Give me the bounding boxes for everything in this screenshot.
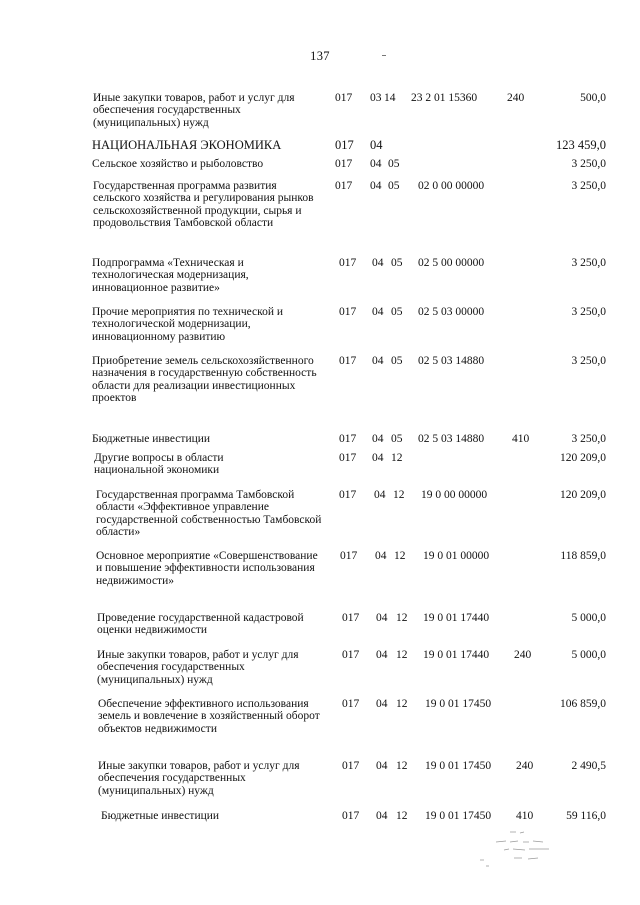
row-section-code: 04 <box>376 810 388 822</box>
row-subsection-code: 05 <box>391 355 403 367</box>
row-name: Подпрограмма «Техническая и технологическая модернизация, инновационное развитие» <box>92 257 249 294</box>
row-section-code: 03 <box>370 92 382 104</box>
row-amount: 3 250,0 <box>571 355 606 367</box>
row-grbs-code: 017 <box>335 180 353 192</box>
row-target-article-code: 02 5 00 00000 <box>418 257 485 269</box>
row-section-code: 04 <box>372 433 384 445</box>
row-grbs-code: 017 <box>342 612 360 624</box>
row-subsection-code: 12 <box>391 452 403 464</box>
row-target-article-code: 02 5 03 14880 <box>418 355 485 367</box>
row-section-code: 04 <box>376 612 388 624</box>
row-target-article-code: 19 0 01 17440 <box>423 612 490 624</box>
row-target-article-code: 02 0 00 00000 <box>418 180 485 192</box>
row-subsection-code: 05 <box>391 433 403 445</box>
row-grbs-code: 017 <box>335 158 353 170</box>
row-subsection-code: 05 <box>391 306 403 318</box>
row-amount: 3 250,0 <box>571 433 606 445</box>
row-amount: 120 209,0 <box>560 452 606 464</box>
row-amount: 5 000,0 <box>571 612 606 624</box>
row-grbs-code: 017 <box>340 550 358 562</box>
row-subsection-code: 05 <box>391 257 403 269</box>
row-grbs-code: 017 <box>335 138 354 152</box>
row-name: Сельское хозяйство и рыболовство <box>92 158 264 170</box>
row-section-code: 04 <box>370 180 382 192</box>
row-section-code: 04 <box>372 257 384 269</box>
row-grbs-code: 017 <box>342 649 360 661</box>
row-grbs-code: 017 <box>339 489 357 501</box>
row-subsection-code: 14 <box>384 92 396 104</box>
row-target-article-code: 19 0 01 17450 <box>425 810 492 822</box>
row-name: Основное мероприятие «Совершенствование и повышение эффективности использования недвижимости» <box>96 550 318 587</box>
row-target-article-code: 02 5 03 00000 <box>418 306 485 318</box>
row-subsection-code: 12 <box>394 550 406 562</box>
row-amount: 3 250,0 <box>571 180 606 192</box>
row-subsection-code: 12 <box>396 810 408 822</box>
row-section-code: 04 <box>376 760 388 772</box>
row-grbs-code: 017 <box>342 760 360 772</box>
row-subsection-code: 05 <box>388 158 400 170</box>
row-expense-type-code: 240 <box>507 92 525 104</box>
row-name: Проведение государственной кадастровой оценки недвижимости <box>97 612 304 637</box>
row-section-code: 04 <box>376 698 388 710</box>
row-target-article-code: 19 0 01 17450 <box>425 698 492 710</box>
row-grbs-code: 017 <box>339 452 357 464</box>
row-name: Государственная программа Тамбовской области «Эффективное управление государственной собственностью Тамбовской области» <box>96 489 322 539</box>
row-name: Приобретение земель сельскохозяйственного назначения в государственную собственность области для реализации инвестиционных проектов <box>92 355 317 405</box>
row-name: Обеспечение эффективного использования земель и вовлечение в хозяйственный оборот объектов недвижимости <box>98 698 320 735</box>
row-name: Иные закупки товаров, работ и услуг для обеспечения государственных (муниципальных) нужд <box>93 92 295 129</box>
row-expense-type-code: 410 <box>516 810 534 822</box>
row-section-code: 04 <box>370 158 382 170</box>
row-subsection-code: 12 <box>396 649 408 661</box>
handwritten-mark <box>470 826 590 876</box>
row-amount: 106 859,0 <box>560 698 606 710</box>
row-section-code: 04 <box>372 306 384 318</box>
row-name: Государственная программа развития сельского хозяйства и регулирования рынков сельскохозяйственной продукции, сырья и продовольствия Тамбовской области <box>93 180 314 230</box>
row-name: Бюджетные инвестиции <box>101 810 220 822</box>
row-section-code: 04 <box>376 649 388 661</box>
row-section-code: 04 <box>374 489 386 501</box>
row-target-article-code: 02 5 03 14880 <box>418 433 485 445</box>
page-number <box>0 49 640 64</box>
row-name: Иные закупки товаров, работ и услуг для обеспечения государственных (муниципальных) нужд <box>97 649 299 686</box>
row-subsection-code: 12 <box>393 489 405 501</box>
row-subsection-code: 12 <box>396 698 408 710</box>
row-amount: 5 000,0 <box>571 649 606 661</box>
row-grbs-code: 017 <box>339 433 357 445</box>
row-amount: 3 250,0 <box>571 158 606 170</box>
row-amount: 3 250,0 <box>571 306 606 318</box>
row-name: НАЦИОНАЛЬНАЯ ЭКОНОМИКА <box>92 138 282 152</box>
row-grbs-code: 017 <box>342 698 360 710</box>
row-expense-type-code: 240 <box>514 649 532 661</box>
row-section-code: 04 <box>372 452 384 464</box>
row-target-article-code: 19 0 01 17440 <box>423 649 490 661</box>
row-amount: 3 250,0 <box>571 257 606 269</box>
row-amount: 59 116,0 <box>566 810 606 822</box>
row-name: Прочие мероприятия по технической и технологической модернизации, инновационному развитию <box>92 306 284 343</box>
page-number-text: 137 <box>310 49 330 63</box>
row-grbs-code: 017 <box>339 306 357 318</box>
row-subsection-code: 05 <box>388 180 400 192</box>
row-subsection-code: 12 <box>396 612 408 624</box>
row-target-article-code: 19 0 01 17450 <box>425 760 492 772</box>
row-name: Другие вопросы в области национальной экономики <box>94 452 224 477</box>
row-section-code: 04 <box>370 138 383 152</box>
row-amount: 2 490,5 <box>571 760 606 772</box>
row-amount: 123 459,0 <box>556 138 606 152</box>
row-section-code: 04 <box>372 355 384 367</box>
row-expense-type-code: 240 <box>516 760 534 772</box>
row-target-article-code: 23 2 01 15360 <box>411 92 478 104</box>
row-amount: 120 209,0 <box>560 489 606 501</box>
row-amount: 118 859,0 <box>560 550 606 562</box>
row-expense-type-code: 410 <box>512 433 530 445</box>
row-grbs-code: 017 <box>339 257 357 269</box>
row-target-article-code: 19 0 01 00000 <box>423 550 490 562</box>
row-name: Бюджетные инвестиции <box>92 433 211 445</box>
row-section-code: 04 <box>375 550 387 562</box>
row-name: Иные закупки товаров, работ и услуг для обеспечения государственных (муниципальных) нужд <box>98 760 300 797</box>
row-grbs-code: 017 <box>335 92 353 104</box>
row-grbs-code: 017 <box>342 810 360 822</box>
row-amount: 500,0 <box>580 92 606 104</box>
row-target-article-code: 19 0 00 00000 <box>421 489 488 501</box>
row-grbs-code: 017 <box>339 355 357 367</box>
row-subsection-code: 12 <box>396 760 408 772</box>
